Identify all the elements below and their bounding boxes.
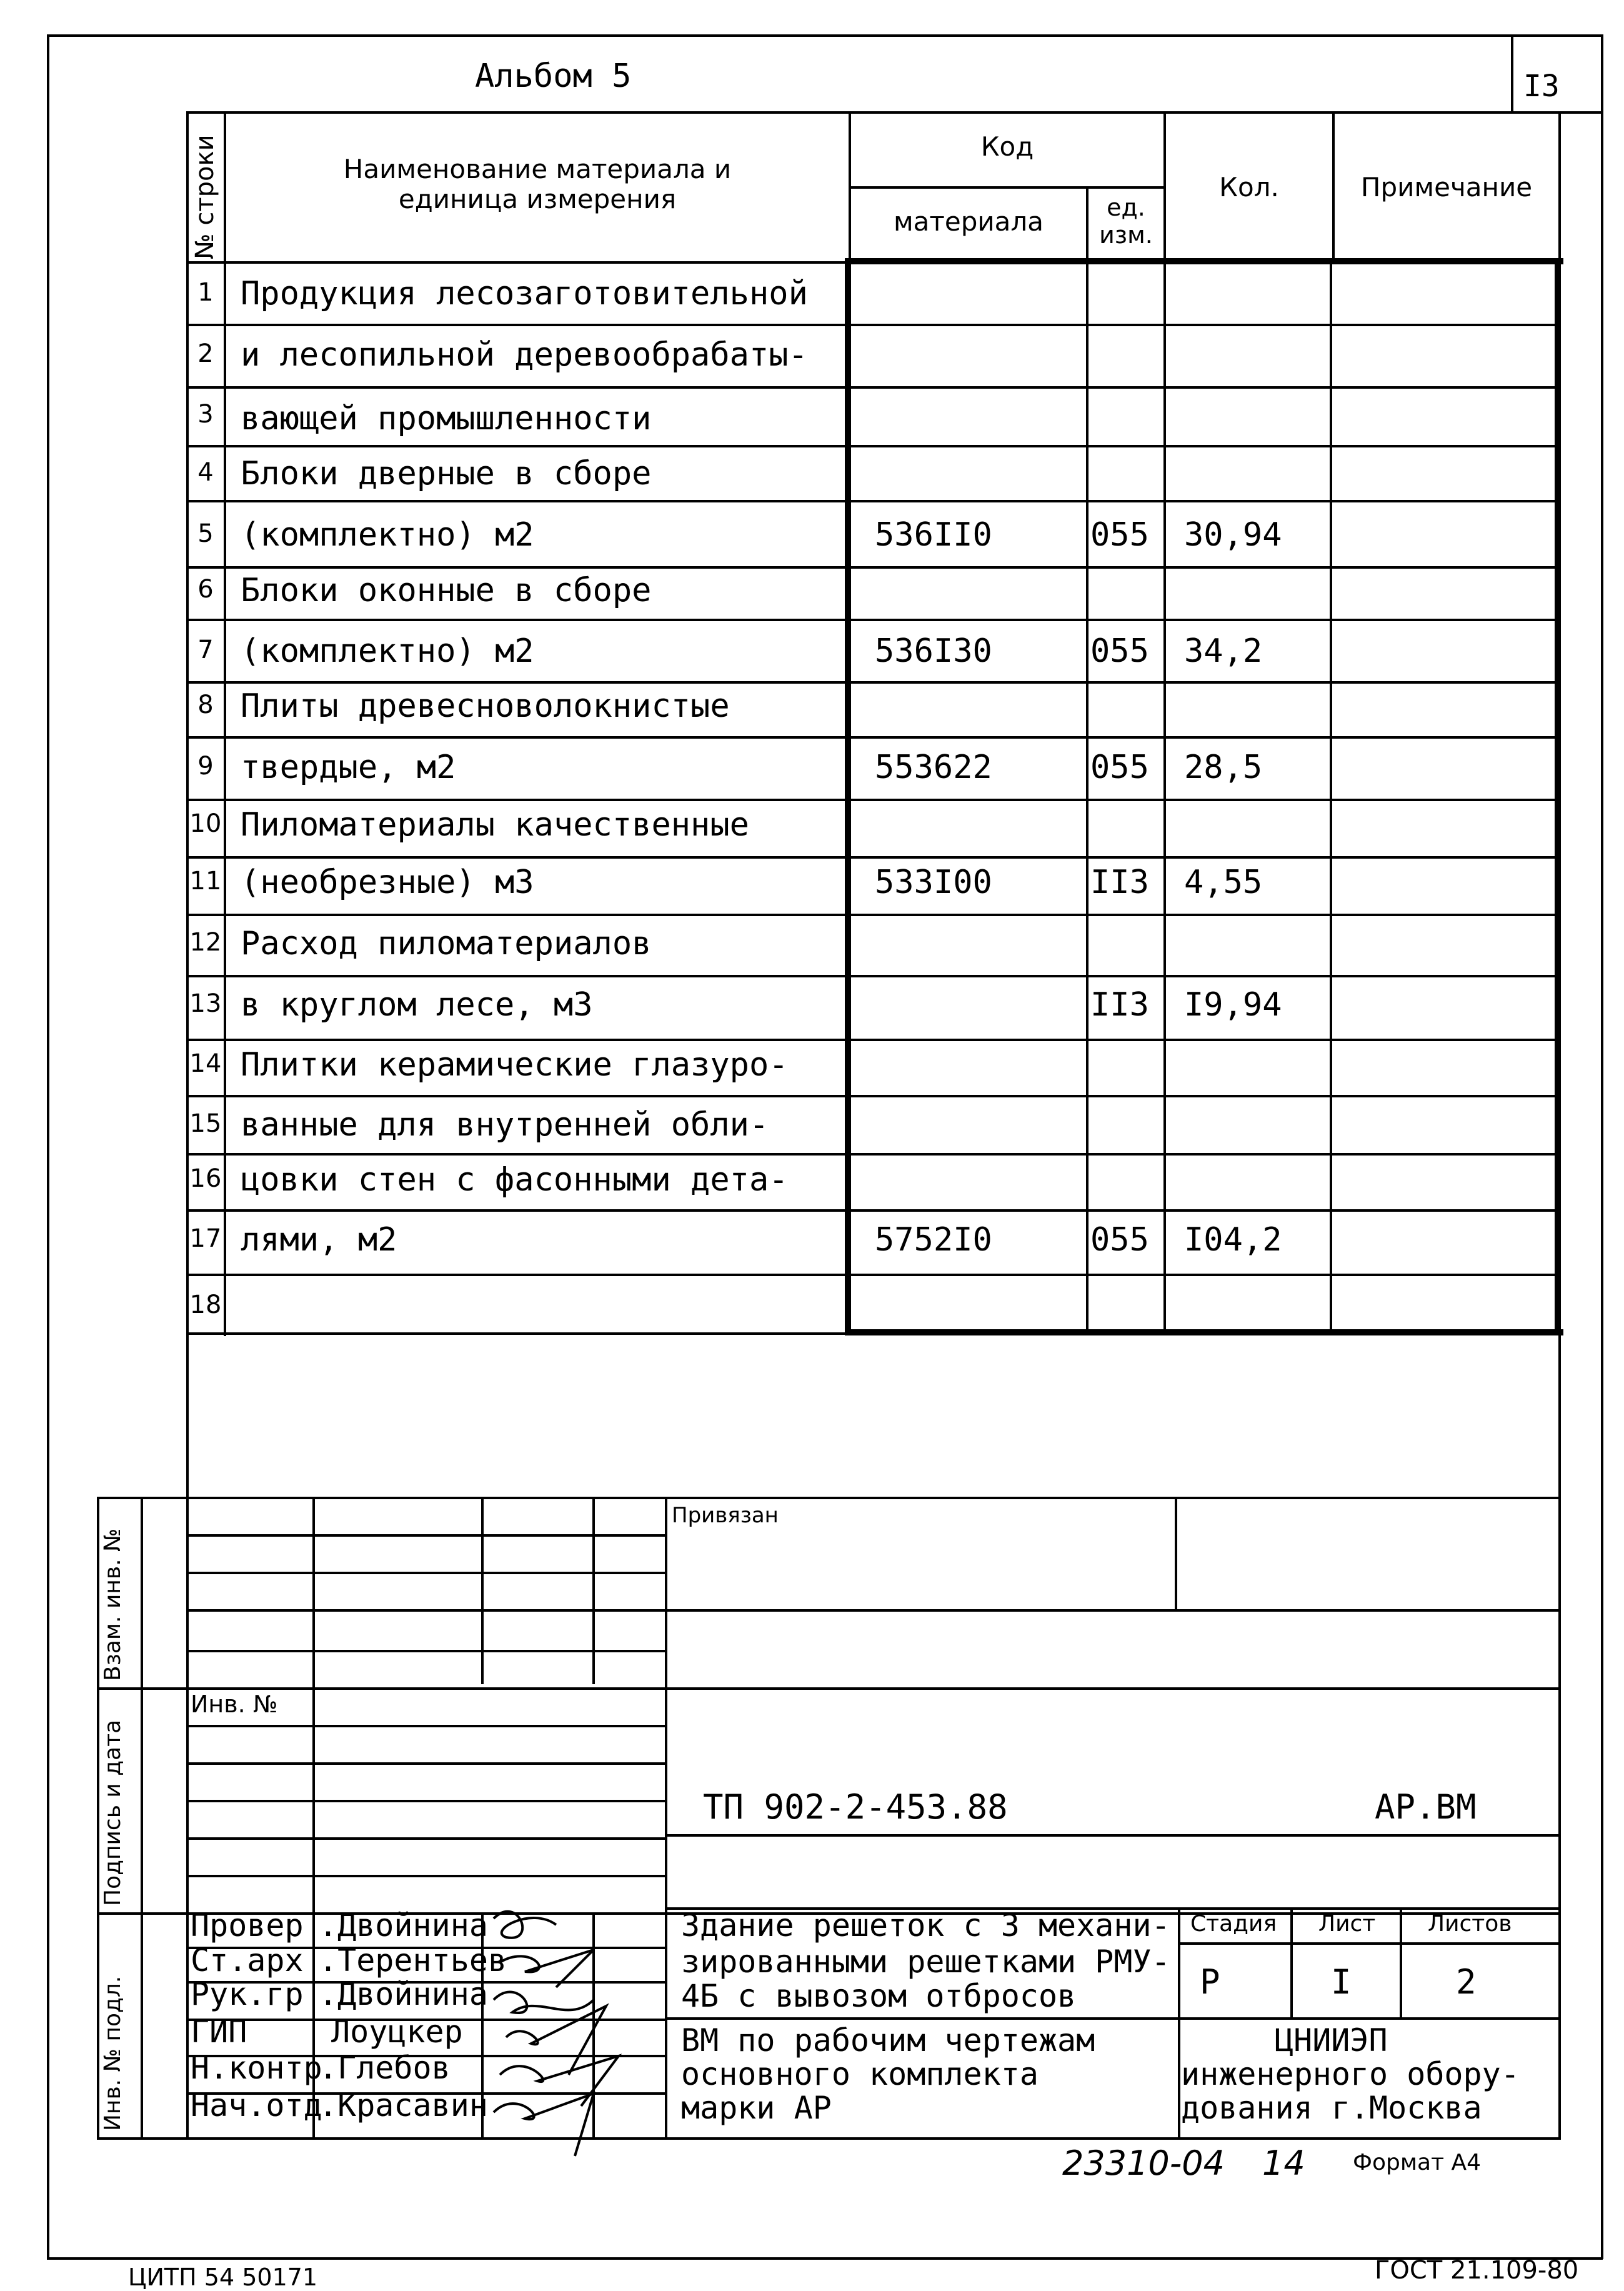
- stamp-row: [186, 1572, 667, 1574]
- row-line: [186, 1274, 1558, 1276]
- body-right-thick: [1555, 258, 1561, 1333]
- stage-col-1: [1290, 1907, 1293, 2020]
- row-number: 17: [189, 1224, 222, 1253]
- side-label-podpis: Подпись и дата: [100, 1719, 126, 1906]
- stamp-col-3a: [592, 1497, 595, 1684]
- org-line: инженерного обору-: [1181, 2056, 1520, 2092]
- row-name: (комплектно) м2: [241, 632, 534, 670]
- row-line: [186, 566, 1558, 569]
- stamp-top-line: [97, 1497, 1561, 1499]
- row-number: 16: [189, 1164, 222, 1193]
- row-number: 13: [189, 989, 222, 1018]
- header-unit-code: ед. изм.: [1099, 194, 1153, 249]
- side-strip-right: [141, 1497, 143, 2139]
- col-rowno-right: [224, 111, 226, 1336]
- row-line: [186, 324, 1558, 326]
- row-quantity: I9,94: [1184, 986, 1282, 1024]
- col-unit-right: [1163, 261, 1166, 1331]
- stamp-line-vzam: [97, 1687, 1561, 1690]
- stamp-row: [186, 1650, 667, 1652]
- subtitle-line: основного комплекта: [681, 2056, 1039, 2092]
- side-strip-left: [97, 1497, 99, 2139]
- row-quantity: 30,94: [1184, 516, 1282, 554]
- row-name: (комплектно) м2: [241, 516, 534, 554]
- row-name: (необрезные) м3: [241, 864, 534, 901]
- row-unit-code: 055: [1090, 1221, 1149, 1259]
- row-material-code: 5752I0: [875, 1221, 992, 1259]
- person-name: .Двойнина: [319, 1907, 488, 1944]
- header-note: Примечание: [1360, 171, 1533, 202]
- row-number: 10: [189, 809, 222, 838]
- col-code-split: [1086, 261, 1088, 1331]
- stamp-col-1: [312, 1497, 315, 2139]
- person-role: Рук.гр: [191, 1976, 304, 2012]
- format-label: Формат А4: [1353, 2150, 1482, 2175]
- sheet-label: Лист: [1318, 1911, 1376, 1937]
- stage-value: Р: [1200, 1962, 1220, 2002]
- row-material-code: 533I00: [875, 864, 992, 901]
- row-number: 15: [189, 1109, 222, 1138]
- privyazan-divider: [1175, 1497, 1177, 1609]
- title-line: Здание решеток с 3 механи-: [681, 1907, 1170, 1944]
- album-label: Альбом 5: [475, 57, 632, 95]
- row-line: [186, 856, 1558, 859]
- row-number: 9: [197, 752, 214, 781]
- row-name: Плитки керамические глазуро-: [241, 1046, 789, 1084]
- stamp-col-2a: [481, 1497, 484, 1684]
- stamp-bottom-line: [97, 2137, 1561, 2140]
- row-line: [186, 975, 1558, 977]
- stamp-row: [186, 1875, 667, 1877]
- stage-col-2: [1400, 1907, 1402, 2020]
- row-line: [186, 736, 1558, 739]
- stage-label: Стадия: [1190, 1911, 1277, 1937]
- person-role: Н.контр: [191, 2050, 322, 2086]
- row-line: [186, 1153, 1558, 1155]
- row-unit-code: 055: [1090, 749, 1149, 786]
- row-number: 3: [197, 400, 214, 429]
- row-number: 18: [189, 1290, 222, 1319]
- doc-code-bottom: [665, 1834, 1561, 1837]
- printer-code: ЦИТП 54 50171: [128, 2264, 318, 2291]
- subtitle-line: марки АР: [681, 2090, 832, 2126]
- row-name: лями, м2: [241, 1221, 397, 1259]
- row-name: ванные для внутренней обли-: [241, 1106, 769, 1144]
- row-name: в круглом лесе, м3: [241, 986, 593, 1024]
- row-line: [186, 914, 1558, 916]
- row-quantity: 34,2: [1184, 632, 1263, 670]
- row-name: и лесопильной деревообрабаты-: [241, 336, 808, 374]
- person-role: ГИП: [191, 2014, 247, 2050]
- top-border: [47, 34, 1603, 37]
- person-name: Лоуцкер: [331, 2014, 463, 2050]
- stamp-row: [186, 1534, 667, 1537]
- sheet-number: I3: [1523, 69, 1560, 104]
- body-top-thick: [845, 258, 1563, 264]
- row-unit-code: 055: [1090, 516, 1149, 554]
- row-name: Пиломатериалы качественные: [241, 806, 749, 844]
- signatures-graphic: [481, 1894, 687, 2169]
- row-name: Плиты древесноволокнистые: [241, 687, 730, 725]
- person-name: .Красавин: [319, 2087, 488, 2124]
- row-line: [186, 500, 1558, 502]
- row-number: 2: [197, 339, 214, 368]
- header-qty: Кол.: [1219, 171, 1279, 202]
- row-quantity: I04,2: [1184, 1221, 1282, 1259]
- frame-top: [186, 111, 1561, 114]
- row-quantity: 28,5: [1184, 749, 1263, 786]
- side-label-vzam: Взам. инв. №: [100, 1528, 126, 1681]
- row-name: цовки стен с фасонными дета-: [241, 1161, 789, 1199]
- row-unit-code: II3: [1090, 864, 1149, 901]
- row-line: [186, 386, 1558, 389]
- header-name: Наименование материала и единица измерения: [343, 153, 732, 214]
- inv-no-label: Инв. №: [191, 1690, 278, 1718]
- row-number: 5: [197, 519, 214, 548]
- row-name: вающей промышленности: [241, 400, 652, 437]
- row-number: 12: [189, 928, 222, 957]
- header-material-code: материала: [893, 206, 1044, 237]
- row-number: 7: [197, 636, 214, 664]
- privyazan-bottom: [665, 1609, 1561, 1612]
- stamp-row: [186, 1800, 667, 1802]
- row-line: [186, 799, 1558, 801]
- archive-number: 23310-04: [1062, 2144, 1225, 2183]
- person-role: Ст.арх: [191, 1942, 304, 1979]
- title-mid-line: [665, 2017, 1561, 2020]
- title-line: зированными решетками РМУ-: [681, 1944, 1170, 1980]
- row-line: [186, 445, 1558, 447]
- sheet-value: I: [1331, 1962, 1352, 2002]
- row-number: 14: [189, 1049, 222, 1078]
- gost-label: ГОСТ 21.109-80: [1375, 2256, 1579, 2285]
- stamp-row: [186, 1609, 667, 1612]
- page-left-border: [47, 34, 49, 2259]
- subtitle-line: ВМ по рабочим чертежам: [681, 2022, 1095, 2059]
- privyazan-label: Привязан: [672, 1503, 779, 1528]
- row-line: [186, 1095, 1558, 1097]
- header-bottom-line: [186, 261, 847, 264]
- row-name: Расход пиломатериалов: [241, 925, 652, 962]
- doc-code: ТП 902-2-453.88: [703, 1787, 1008, 1827]
- person-name: .Терентьев: [319, 1942, 507, 1979]
- header-row-number: № строки: [191, 134, 219, 259]
- sheets-label: Листов: [1428, 1911, 1512, 1937]
- body-bottom-thick: [845, 1329, 1563, 1335]
- org-line: ЦНИИЭП: [1275, 2022, 1388, 2059]
- row-material-code: 536II0: [875, 516, 992, 554]
- row-number: 11: [189, 867, 222, 896]
- person-name: .Глебов: [319, 2050, 451, 2086]
- side-label-inv-podl: Инв. № подл.: [100, 1975, 126, 2131]
- stamp-row: [186, 1725, 667, 1727]
- table-bottom-line: [186, 1332, 847, 1335]
- col-qty-right: [1330, 261, 1332, 1331]
- person-role: Провер: [191, 1907, 304, 1944]
- page-right-border: [1601, 111, 1603, 2259]
- page-bottom-border: [47, 2257, 1603, 2260]
- body-left-thick: [845, 258, 851, 1333]
- sheets-value: 2: [1456, 1962, 1477, 2002]
- row-name: Продукция лесозаготовительной: [241, 275, 808, 312]
- person-role: Нач.отд: [191, 2087, 322, 2124]
- row-line: [186, 1039, 1558, 1041]
- doc-mark: АР.ВМ: [1375, 1787, 1477, 1827]
- row-number: 1: [197, 278, 214, 307]
- sheet-box-left: [1511, 34, 1513, 112]
- row-number: 4: [197, 458, 214, 487]
- row-unit-code: 055: [1090, 632, 1149, 670]
- stamp-row: [186, 1762, 667, 1765]
- org-line: дования г.Москва: [1181, 2090, 1482, 2126]
- row-material-code: 536I30: [875, 632, 992, 670]
- sheet-box-right: [1601, 34, 1603, 112]
- row-name: Блоки дверные в сборе: [241, 455, 652, 492]
- person-name: .Двойнина: [319, 1976, 488, 2012]
- row-name: Блоки оконные в сборе: [241, 572, 652, 609]
- row-quantity: 4,55: [1184, 864, 1263, 901]
- row-number: 6: [197, 575, 214, 604]
- row-name: твердые, м2: [241, 749, 456, 786]
- row-line: [186, 619, 1558, 621]
- stage-header-line: [1178, 1942, 1561, 1945]
- row-number: 8: [197, 691, 214, 719]
- page-number: 14: [1262, 2144, 1305, 2183]
- row-unit-code: II3: [1090, 986, 1149, 1024]
- row-material-code: 553622: [875, 749, 992, 786]
- title-line: 4Б с вывозом отбросов: [681, 1978, 1077, 2014]
- row-line: [186, 681, 1558, 684]
- row-line: [186, 1209, 1558, 1212]
- header-code: Код: [980, 131, 1034, 162]
- stamp-row: [186, 1837, 667, 1840]
